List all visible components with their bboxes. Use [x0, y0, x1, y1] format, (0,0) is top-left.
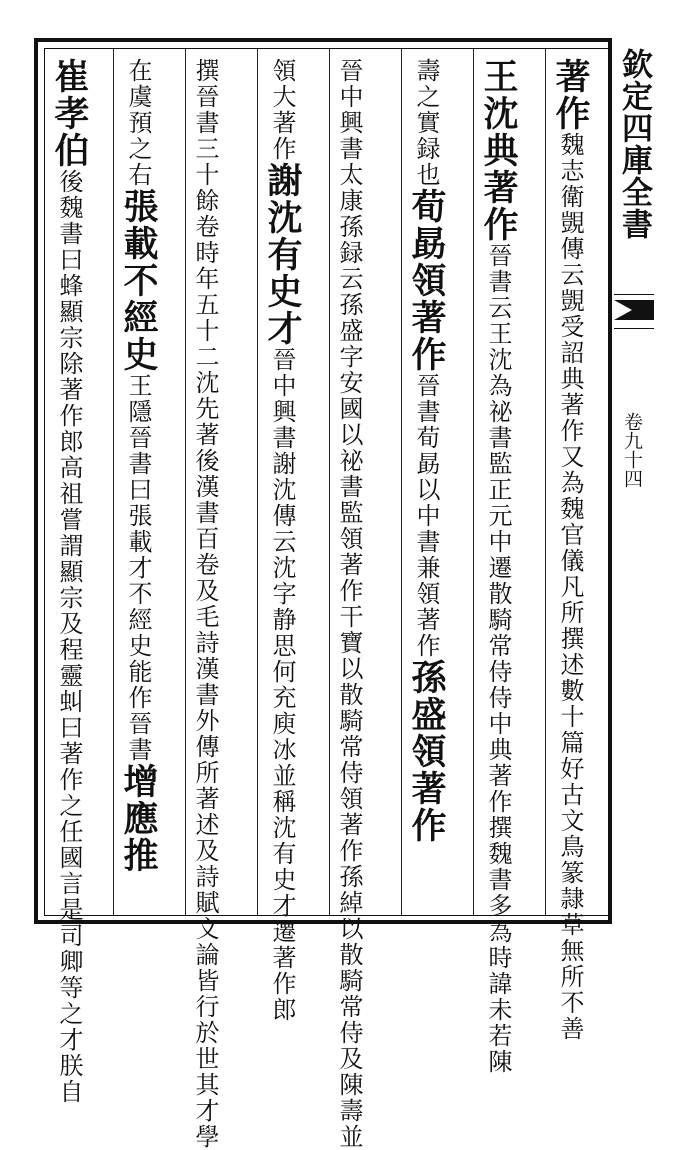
heading-text: 增應推: [118, 763, 159, 874]
body-text: 晉書云王沈為祕書監正元中遷散騎常侍侍中典著作撰魏書多為時諱未若陳: [484, 243, 512, 1075]
column-divider: [185, 49, 186, 915]
fish-tail-mark: [614, 300, 654, 320]
column-divider: [545, 49, 546, 915]
body-text: 領大著作: [268, 58, 296, 162]
heading-text: 張載不經史: [118, 188, 159, 373]
text-column-1: [550, 58, 591, 1042]
heading-text: 荀勗領著作: [406, 188, 447, 373]
heading-text: 崔孝伯: [49, 58, 90, 169]
body-text: 晉中興書太康孫録云孫盛字安國以祕書監領著作干寶以散騎常侍領著作孫綽以散騎常侍及陳壽並: [335, 58, 363, 1150]
heading-text: 王沈典著作: [478, 58, 519, 243]
column-divider: [401, 49, 402, 915]
body-text: 晉中興書謝沈傳云沈字静思何充庾冰並稱沈有史才遷著作郎: [268, 347, 296, 1023]
body-text: 王隱晉書曰張載才不經史能作晉書: [124, 373, 152, 763]
heading-text: 孫盛領著作: [406, 659, 447, 844]
text-column-3: [406, 58, 447, 844]
text-column-6: [193, 58, 217, 1150]
column-divider: [329, 49, 330, 915]
heading-text: 著作: [550, 58, 591, 132]
body-text: 魏志衛覬傳云覬受詔典著作又為魏官儀凡所撰述數十篇好古文鳥篆隷草無所不善: [556, 132, 584, 1042]
body-text: 在虞預之右: [124, 58, 152, 188]
book-title: 欽定四庫全書: [616, 48, 652, 240]
body-text: 晉書荀勗以中書兼領著作: [412, 373, 440, 659]
column-divider: [257, 49, 258, 915]
text-column-4: [337, 58, 361, 1150]
body-text: 後魏書曰蜂顯宗除著作郎高祖嘗謂顯宗及程靈虯曰著作之任國言是司卿等之才朕自: [55, 169, 83, 1105]
column-divider: [473, 49, 474, 915]
column-divider: [113, 49, 114, 915]
text-column-7: [118, 58, 159, 874]
text-column-5: [262, 58, 303, 1023]
body-text: 壽之實録也: [412, 58, 440, 188]
body-text: 撰晉書三十餘卷時年五十二沈先著後漢書百卷及毛詩漢書外傳所著述及詩賦文論皆行於世其才學: [191, 58, 219, 1150]
text-column-8: [49, 58, 90, 1105]
fish-tail-line: [614, 294, 654, 295]
text-column-2: [478, 58, 519, 1075]
fish-tail-line: [614, 328, 654, 329]
volume-number: 卷九十四: [621, 412, 643, 488]
heading-text: 謝沈有史才: [262, 162, 303, 347]
